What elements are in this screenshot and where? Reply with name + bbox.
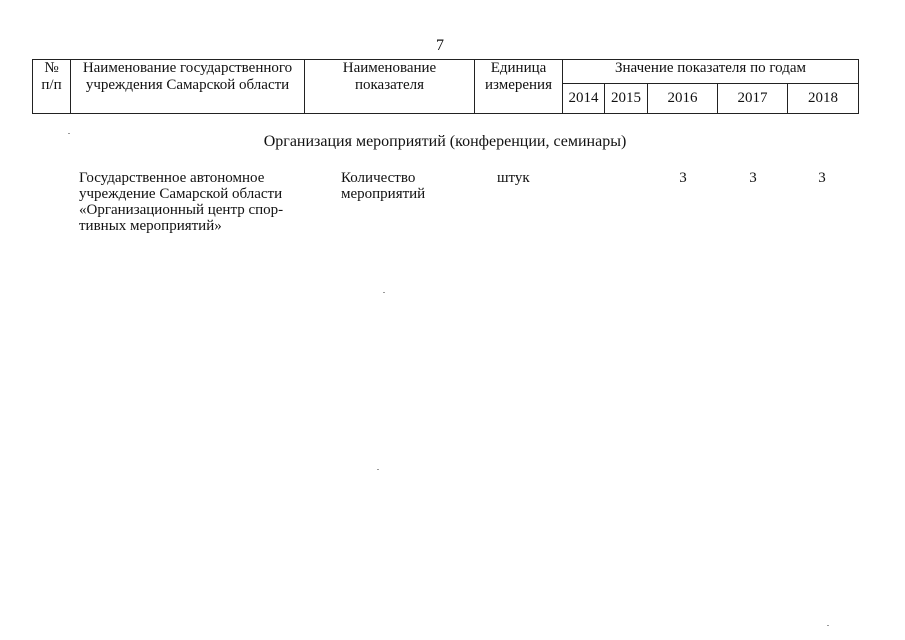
year-2014-header: 2014 <box>563 84 605 114</box>
scan-speck <box>68 133 70 134</box>
page-number: 7 <box>436 37 444 54</box>
col-institution-line1: Наименование государственного <box>82 60 293 76</box>
indicator-table-header <box>32 59 859 114</box>
institution-name <box>79 170 329 234</box>
col-number-line1: № <box>44 60 59 76</box>
year-2018-header: 2018 <box>788 84 859 114</box>
value-2016: 3 <box>679 170 687 186</box>
section-title: Организация мероприятий (конференции, семинары) <box>263 133 627 150</box>
indicator-name <box>341 170 461 202</box>
institution-line-1: Государственное автономное <box>79 170 265 186</box>
institution-line-2: учреждение Самарской области <box>79 186 283 202</box>
institution-line-3: «Организационный центр спор- <box>79 202 284 218</box>
col-values-header: Значение показателя по годам <box>563 60 859 84</box>
value-2017: 3 <box>749 170 757 186</box>
col-unit-line2: измерения <box>484 77 552 93</box>
col-number-header <box>33 60 71 114</box>
col-unit-line1: Единица <box>490 60 547 76</box>
col-institution-line2: учреждения Самарской области <box>85 77 290 93</box>
col-indicator-header <box>305 60 475 114</box>
col-indicator-line1: Наименование <box>342 60 437 76</box>
indicator-line-2: мероприятий <box>341 186 426 202</box>
year-2016-header: 2016 <box>648 84 718 114</box>
scan-speck <box>377 469 379 470</box>
scan-speck <box>383 292 385 293</box>
col-indicator-line2: показателя <box>354 77 425 93</box>
col-number-line2: п/п <box>41 77 62 93</box>
scan-speck <box>827 625 829 626</box>
unit-value: штук <box>497 170 530 186</box>
year-2015-header: 2015 <box>605 84 648 114</box>
col-institution-header <box>71 60 305 114</box>
institution-line-4: тивных мероприятий» <box>79 218 222 234</box>
col-unit-header <box>475 60 563 114</box>
value-2018: 3 <box>818 170 826 186</box>
year-2017-header: 2017 <box>718 84 788 114</box>
indicator-line-1: Количество <box>341 170 416 186</box>
